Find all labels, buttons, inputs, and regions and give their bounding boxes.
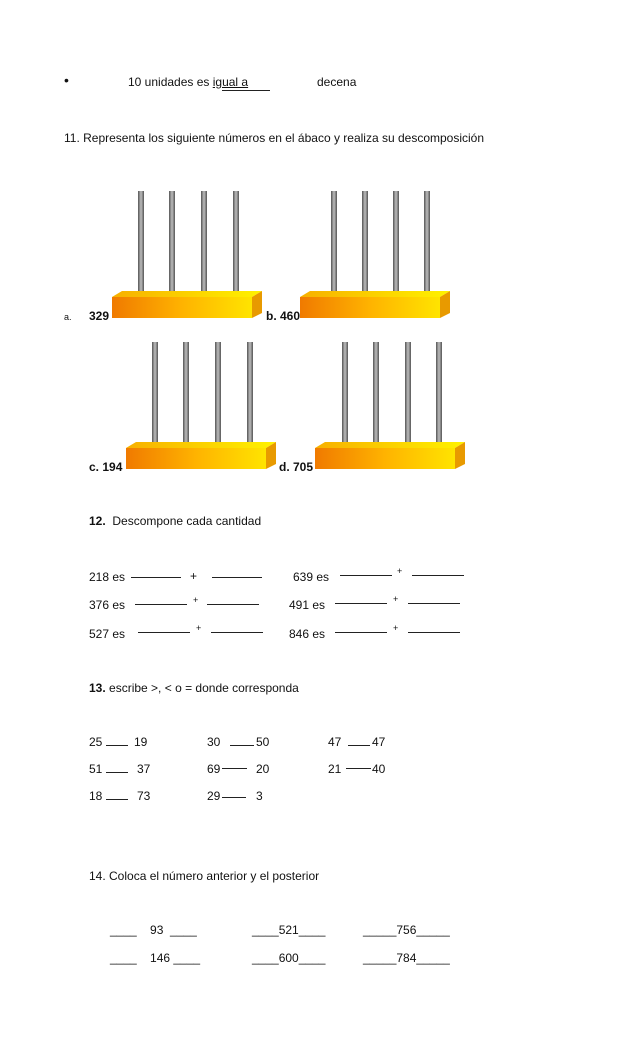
abacus-a-label: 329 [89,309,110,323]
bullet-text-after: decena [317,75,357,89]
blank [106,772,128,773]
blank [212,577,262,578]
plus-sign: + [397,566,403,576]
blank [408,603,460,604]
q11-title: 11. Representa los siguiente números en el ábaco y realiza su descomposición [64,131,485,145]
plus-sign: + [193,595,199,605]
blank [135,604,187,605]
q14-row2-item-3: _____784_____ [363,951,450,965]
blank [230,745,254,746]
bullet-answer-blank [222,90,270,91]
abacus-c [126,336,276,471]
abacus-a [112,185,262,320]
bullet-text-before: 10 unidades es [128,75,213,89]
blank [408,632,460,633]
q13-title [89,681,299,695]
q13-title-text: escribe >, < o = donde corresponda [109,681,299,695]
q14-row1-item-2: ____521____ [252,923,326,937]
compare-left: 21 [328,762,342,776]
blank [211,632,263,633]
compare-left: 25 [89,735,103,749]
q14-row2-item-1: ____ 146 ____ [110,951,201,965]
q12-title-text: Descompone cada cantidad [112,514,262,528]
compare-left: 47 [328,735,342,749]
blank [131,577,181,578]
q12-number: 12. [89,514,106,528]
compare-right: 50 [256,735,270,749]
q12-title [89,514,261,528]
blank [207,604,259,605]
plus-sign: + [190,569,198,583]
abacus-b-label: b. 460 [266,309,301,323]
q12-left-row-1: 218 es [89,570,126,584]
q14-row1-item-1: ____ 93 ____ [110,923,197,937]
blank [412,575,464,576]
plus-sign: + [393,623,399,633]
compare-right: 20 [256,762,270,776]
blank [340,575,392,576]
abacus-b [300,185,450,320]
q14-row1-item-3: _____756_____ [363,923,450,937]
bullet-dot: • [64,72,69,88]
abacus-c-label: c. 194 [89,460,123,474]
q12-right-row-3: 846 es [289,627,326,641]
blank [222,797,246,798]
compare-left: 69 [207,762,221,776]
blank [335,632,387,633]
compare-right: 3 [256,789,263,803]
compare-right: 47 [372,735,386,749]
compare-left: 29 [207,789,221,803]
blank [106,745,128,746]
blank [138,632,190,633]
abacus-d [315,336,465,471]
blank [335,603,387,604]
compare-right: 40 [372,762,386,776]
blank [106,799,128,800]
compare-left: 51 [89,762,103,776]
bullet-text [128,75,248,89]
compare-right: 73 [137,789,151,803]
bullet-text-underlined: igual a [212,75,249,89]
compare-left: 30 [207,735,221,749]
blank [346,768,371,769]
q12-left-row-3: 527 es [89,627,126,641]
q12-right-row-2: 491 es [289,598,326,612]
q12-right-row-1: 639 es [293,570,330,584]
plus-sign: + [393,594,399,604]
plus-sign: + [196,623,202,633]
compare-right: 19 [134,735,148,749]
abacus-a-prefix: a. [64,312,72,322]
q13-number: 13. [89,681,106,695]
q14-title: 14. Coloca el número anterior y el posterior [89,869,320,883]
compare-left: 18 [89,789,103,803]
blank [348,745,370,746]
abacus-d-label: d. 705 [279,460,314,474]
q12-left-row-2: 376 es [89,598,126,612]
q14-row2-item-2: ____600____ [252,951,326,965]
blank [222,768,247,769]
compare-right: 37 [137,762,151,776]
